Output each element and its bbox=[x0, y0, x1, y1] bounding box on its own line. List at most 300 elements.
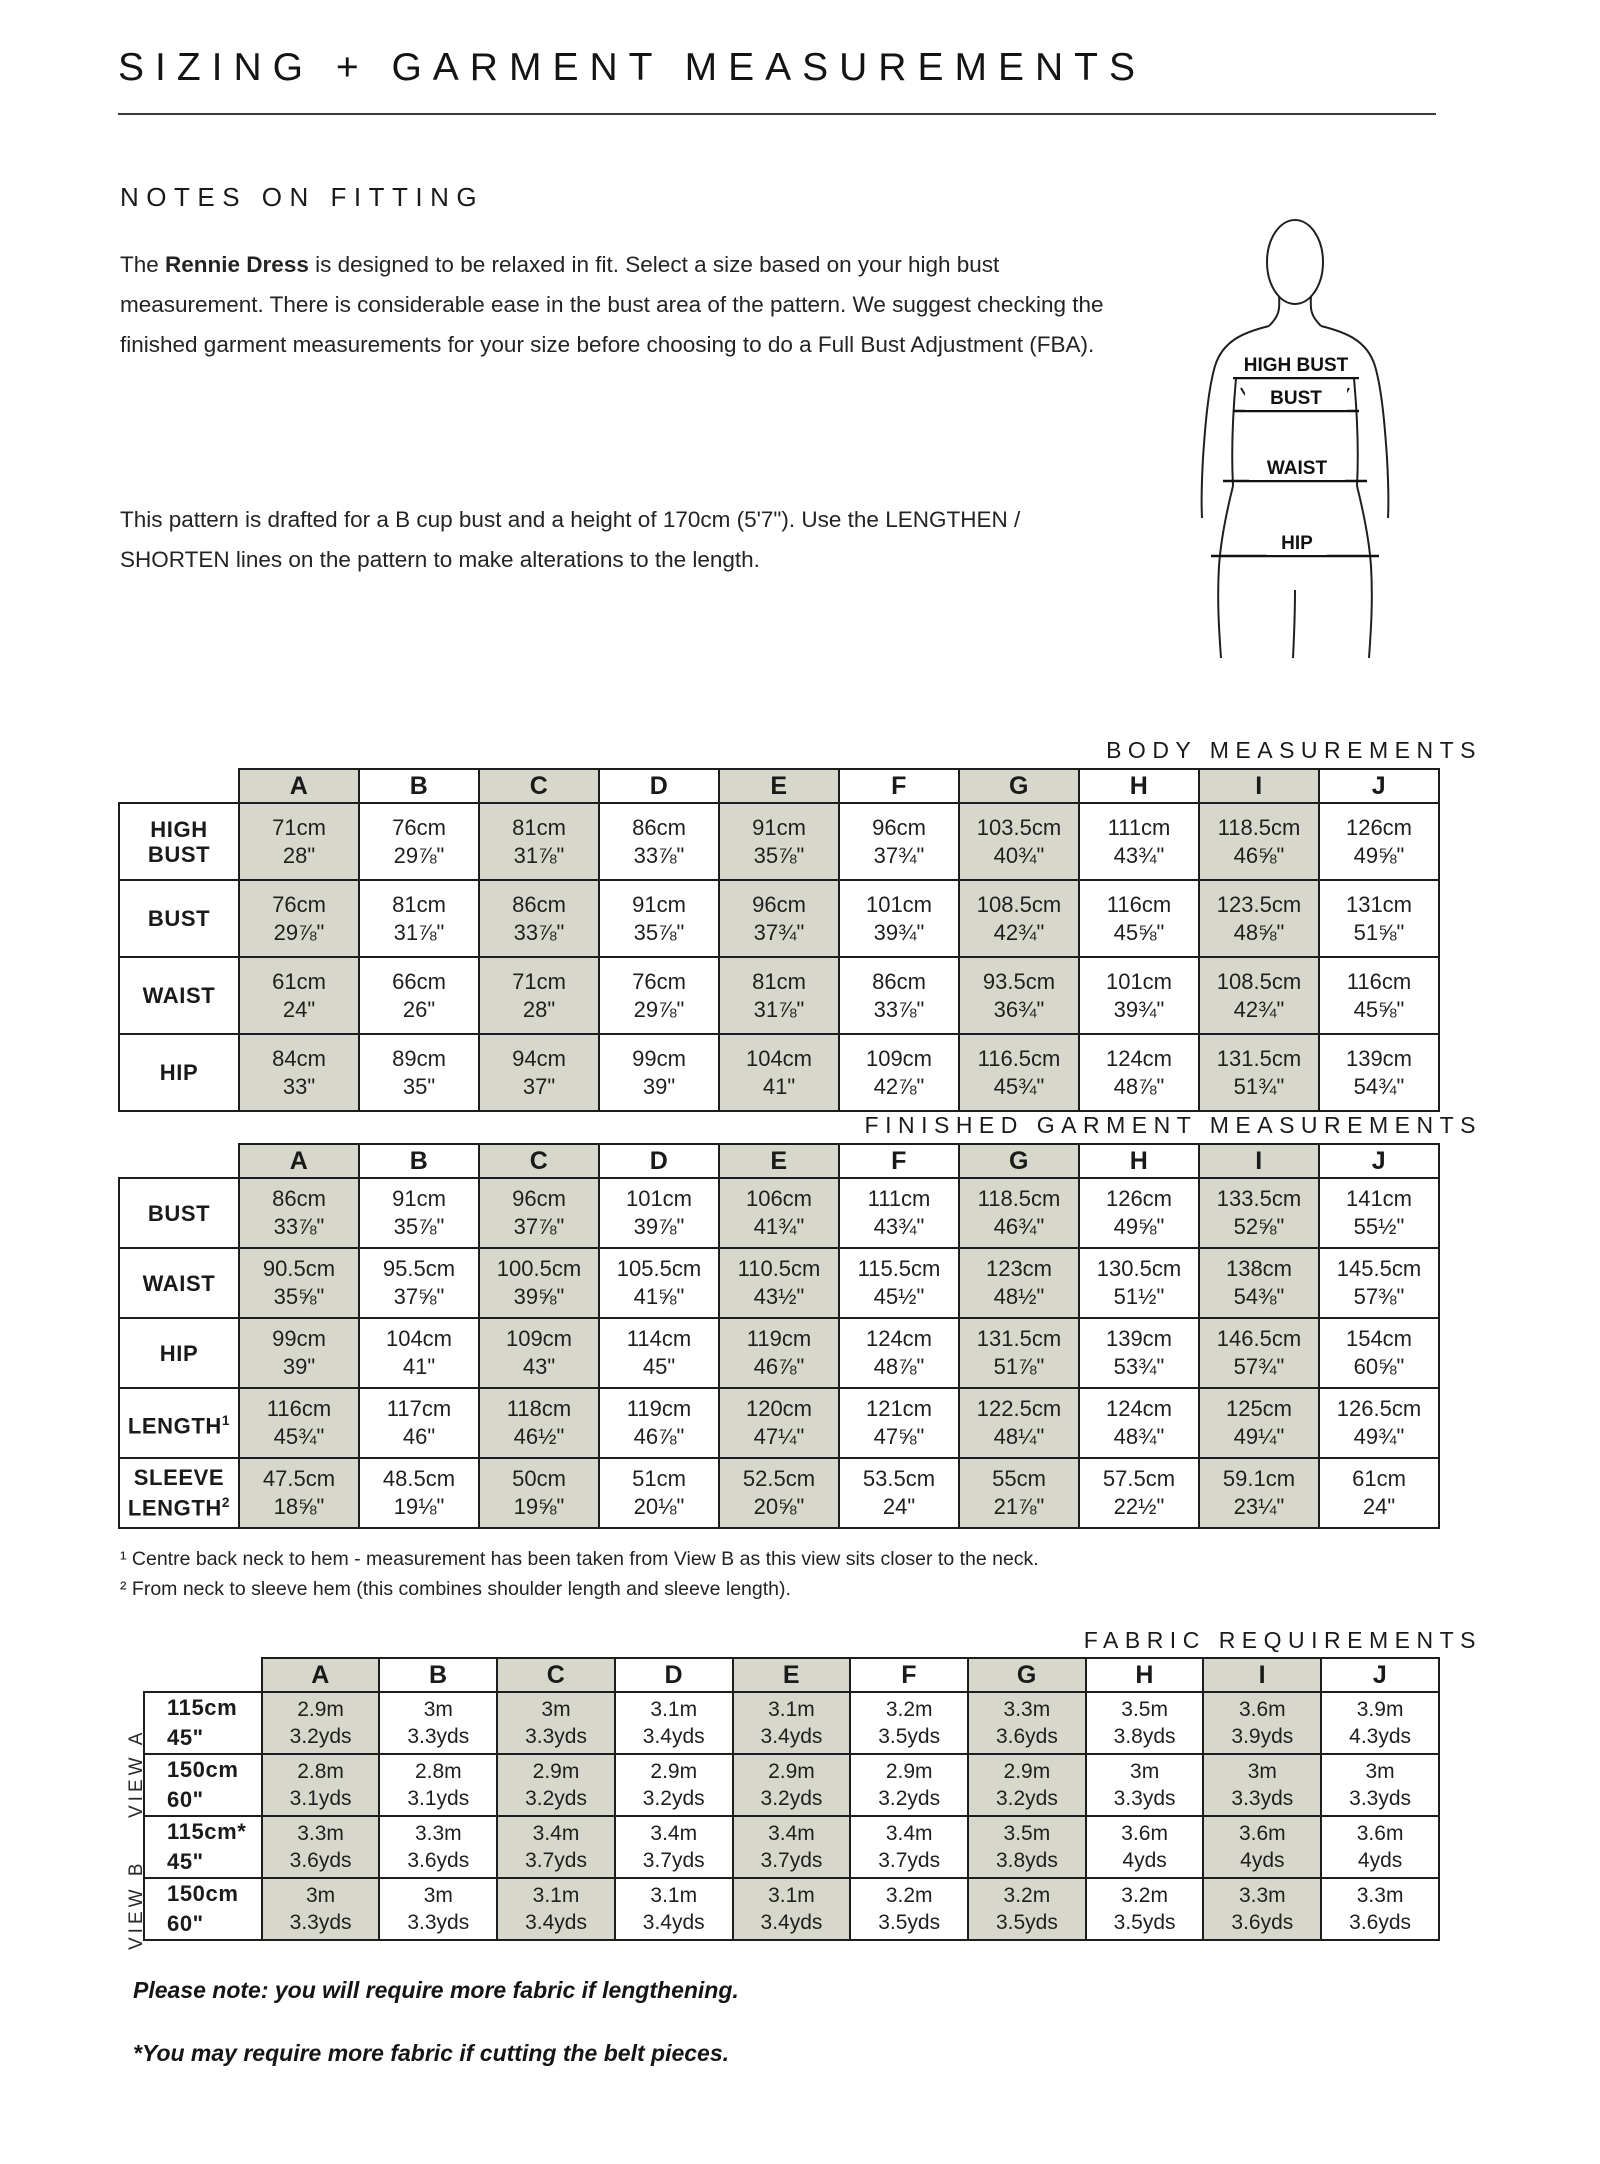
value-primary: 91cm bbox=[632, 891, 686, 917]
measurement-cell bbox=[1199, 803, 1319, 880]
body-table-body bbox=[119, 803, 1439, 1111]
value-primary: 2.8m bbox=[297, 1760, 344, 1783]
title-divider bbox=[118, 113, 1436, 115]
value-secondary: 3.4yds bbox=[642, 1911, 705, 1934]
value-primary: 86cm bbox=[872, 968, 926, 994]
table-row bbox=[119, 1178, 1439, 1248]
measurement-cell bbox=[1319, 1248, 1439, 1318]
title-block bbox=[118, 48, 1436, 115]
value-primary: 3m bbox=[423, 1698, 453, 1721]
size-column-header-i: I bbox=[1199, 1144, 1319, 1178]
value-primary: 111cm bbox=[1107, 814, 1171, 840]
value-secondary: 37¾" bbox=[873, 842, 925, 868]
value-secondary: 3.5yds bbox=[1113, 1911, 1176, 1934]
table-row bbox=[119, 880, 1439, 957]
measurement-cell bbox=[1199, 1388, 1319, 1458]
value-secondary: 46⅝" bbox=[1233, 842, 1285, 868]
value-primary: 154cm bbox=[1345, 1326, 1413, 1351]
page-title: SIZING + GARMENT MEASUREMENTS bbox=[118, 46, 1146, 89]
value-primary: 3.4m bbox=[532, 1822, 580, 1845]
size-column-header-d: D bbox=[599, 1144, 719, 1178]
body-measurements-table bbox=[118, 768, 1440, 1112]
measurement-cell bbox=[497, 1878, 615, 1940]
value-primary: 114cm bbox=[626, 1326, 692, 1351]
size-column-header-d: D bbox=[599, 769, 719, 803]
value-primary: 91cm bbox=[392, 1186, 446, 1211]
value-secondary: 24" bbox=[882, 1494, 916, 1519]
measurement-cell bbox=[599, 1388, 719, 1458]
table-corner bbox=[119, 769, 239, 803]
value-primary: 47.5cm bbox=[262, 1466, 336, 1491]
value-primary: 3.3m bbox=[1003, 1698, 1051, 1721]
measurement-cell bbox=[839, 1248, 959, 1318]
measurement-cell bbox=[262, 1878, 380, 1940]
row-label bbox=[144, 1754, 262, 1816]
measurement-cell bbox=[719, 880, 839, 957]
value-primary: 3m bbox=[423, 1884, 453, 1907]
value-primary: 118cm bbox=[506, 1396, 572, 1421]
measurement-cell bbox=[959, 803, 1079, 880]
value-secondary: 3.3yds bbox=[1113, 1787, 1176, 1810]
measurement-cell bbox=[968, 1754, 1086, 1816]
value-primary: 3.6m bbox=[1238, 1698, 1286, 1721]
value-secondary: 3.9yds bbox=[1231, 1725, 1294, 1748]
value-secondary: 28" bbox=[522, 996, 556, 1022]
fabric-width-cm: 115cm* bbox=[167, 1819, 247, 1844]
value-secondary: 51⅞" bbox=[993, 1354, 1045, 1379]
measurement-cell bbox=[599, 1458, 719, 1528]
value-secondary: 45¾" bbox=[993, 1073, 1045, 1099]
value-secondary: 31⅞" bbox=[393, 919, 445, 945]
size-column-header-a: A bbox=[239, 1144, 359, 1178]
value-primary: 109cm bbox=[505, 1326, 573, 1351]
measurement-cell bbox=[479, 1388, 599, 1458]
value-primary: 108.5cm bbox=[976, 891, 1062, 917]
measurement-cell bbox=[479, 803, 599, 880]
table-row bbox=[119, 957, 1439, 1034]
value-primary: 131cm bbox=[1345, 891, 1413, 917]
measurement-cell bbox=[239, 1248, 359, 1318]
value-primary: 126cm bbox=[1105, 1186, 1173, 1211]
value-primary: 2.9m bbox=[650, 1760, 698, 1783]
value-primary: 86cm bbox=[632, 814, 686, 840]
value-primary: 146.5cm bbox=[1216, 1326, 1302, 1351]
value-secondary: 3.2yds bbox=[760, 1787, 823, 1810]
table-row bbox=[119, 1388, 1439, 1458]
value-primary: 81cm bbox=[752, 968, 806, 994]
size-column-header-b: B bbox=[379, 1658, 497, 1692]
value-secondary: 3.7yds bbox=[525, 1849, 587, 1872]
measurement-cell bbox=[359, 1178, 479, 1248]
value-secondary: 3.3yds bbox=[407, 1911, 470, 1934]
row-label: SLEEVE LENGTH$^2$ bbox=[119, 1458, 239, 1528]
fabric-requirements-heading: FABRIC REQUIREMENTS bbox=[1083, 1627, 1482, 1653]
table-row bbox=[119, 1318, 1439, 1388]
measurement-cell bbox=[1079, 1034, 1199, 1111]
table-corner bbox=[144, 1658, 262, 1692]
value-secondary: 39¾" bbox=[873, 919, 925, 945]
value-primary: 2.9m bbox=[768, 1760, 815, 1783]
measurement-cell bbox=[599, 880, 719, 957]
measurement-cell bbox=[379, 1754, 497, 1816]
value-primary: 3.1m bbox=[768, 1698, 815, 1721]
value-secondary: 57¾" bbox=[1233, 1354, 1285, 1379]
measurement-cell bbox=[379, 1816, 497, 1878]
row-label: BUST bbox=[119, 880, 239, 957]
value-secondary: 4yds bbox=[1240, 1849, 1285, 1872]
value-secondary: 3.6yds bbox=[995, 1725, 1058, 1748]
value-primary: 3.3m bbox=[414, 1822, 462, 1845]
value-secondary: 48⅞" bbox=[873, 1354, 925, 1379]
value-secondary: 49¾" bbox=[1353, 1424, 1405, 1449]
value-primary: 105.5cm bbox=[616, 1256, 702, 1281]
value-secondary: 39" bbox=[642, 1073, 676, 1099]
size-column-header-e: E bbox=[733, 1658, 851, 1692]
value-secondary: 48¾" bbox=[1113, 1424, 1165, 1449]
value-primary: 96cm bbox=[872, 814, 926, 840]
table-row bbox=[119, 1248, 1439, 1318]
value-secondary: 3.2yds bbox=[642, 1787, 705, 1810]
measurement-cell bbox=[479, 1034, 599, 1111]
measurement-cell bbox=[359, 1318, 479, 1388]
value-primary: 3m bbox=[1247, 1760, 1277, 1783]
measurement-cell bbox=[1203, 1754, 1321, 1816]
value-primary: 55cm bbox=[992, 1466, 1046, 1491]
value-secondary: 51½" bbox=[1113, 1284, 1165, 1309]
measurement-cell bbox=[959, 880, 1079, 957]
measurement-cell bbox=[379, 1692, 497, 1754]
measurement-cell bbox=[599, 1178, 719, 1248]
measurement-cell bbox=[733, 1692, 851, 1754]
value-primary: 101cm bbox=[1105, 968, 1173, 994]
measurement-cell bbox=[497, 1816, 615, 1878]
value-primary: 3.5m bbox=[1003, 1822, 1051, 1845]
table-header-row bbox=[144, 1658, 1439, 1692]
size-column-header-h: H bbox=[1079, 769, 1199, 803]
value-primary: 110.5cm bbox=[737, 1256, 821, 1281]
measurement-cell bbox=[359, 803, 479, 880]
value-secondary: 3.5yds bbox=[995, 1911, 1058, 1934]
value-secondary: 41⅝" bbox=[633, 1284, 685, 1309]
fabric-requirements-table bbox=[143, 1657, 1440, 1941]
measurement-cell bbox=[1086, 1878, 1204, 1940]
table-row bbox=[119, 803, 1439, 880]
fabric-note-lengthening: Please note: you will require more fabric if lengthening. bbox=[133, 1977, 739, 2003]
value-secondary: 4yds bbox=[1122, 1849, 1167, 1872]
table-row bbox=[144, 1692, 1439, 1754]
value-primary: 51cm bbox=[632, 1466, 686, 1491]
measurement-cell bbox=[599, 957, 719, 1034]
value-secondary: 19⅝" bbox=[513, 1494, 565, 1519]
measurement-cell bbox=[1199, 1458, 1319, 1528]
value-primary: 93.5cm bbox=[982, 968, 1056, 994]
value-primary: 145.5cm bbox=[1336, 1256, 1422, 1281]
value-secondary: 36¾" bbox=[993, 996, 1045, 1022]
value-secondary: 3.6yds bbox=[1231, 1911, 1294, 1934]
value-secondary: 43½" bbox=[753, 1284, 805, 1309]
value-primary: 3.4m bbox=[885, 1822, 933, 1845]
size-column-header-g: G bbox=[959, 1144, 1079, 1178]
value-secondary: 3.2yds bbox=[289, 1725, 352, 1748]
value-secondary: 51⅝" bbox=[1353, 919, 1405, 945]
value-primary: 124cm bbox=[1105, 1396, 1173, 1421]
measurement-cell bbox=[959, 1178, 1079, 1248]
measurement-cell bbox=[262, 1816, 380, 1878]
value-secondary: 46½" bbox=[513, 1424, 565, 1449]
value-secondary: 33⅞" bbox=[273, 1214, 325, 1239]
measurement-cell bbox=[839, 1178, 959, 1248]
value-secondary: 37⅝" bbox=[393, 1284, 445, 1309]
value-secondary: 3.3yds bbox=[1349, 1787, 1412, 1810]
measurement-cell bbox=[479, 880, 599, 957]
value-secondary: 51¾" bbox=[1233, 1073, 1285, 1099]
finished-garment-table bbox=[118, 1143, 1440, 1529]
value-primary: 3.1m bbox=[650, 1698, 698, 1721]
value-secondary: 48⅝" bbox=[1233, 919, 1285, 945]
measurement-cell bbox=[959, 1318, 1079, 1388]
value-secondary: 3.3yds bbox=[289, 1911, 352, 1934]
value-secondary: 49⅝" bbox=[1353, 842, 1405, 868]
measurement-cell bbox=[719, 1178, 839, 1248]
row-label: BUST bbox=[119, 1178, 239, 1248]
measurement-cell bbox=[1321, 1754, 1439, 1816]
measurement-cell bbox=[839, 803, 959, 880]
value-primary: 119cm bbox=[626, 1396, 692, 1421]
value-primary: 89cm bbox=[392, 1045, 446, 1071]
row-label: LENGTH$^1$ bbox=[119, 1388, 239, 1458]
measurement-cell bbox=[497, 1754, 615, 1816]
value-secondary: 48¼" bbox=[993, 1424, 1045, 1449]
value-primary: 76cm bbox=[272, 891, 326, 917]
fabric-width-in: 60" bbox=[167, 1787, 204, 1812]
measurement-cell bbox=[1079, 1178, 1199, 1248]
row-label: HIP bbox=[119, 1318, 239, 1388]
finished-garment-heading: FINISHED GARMENT MEASUREMENTS bbox=[864, 1112, 1482, 1138]
value-secondary: 39⅞" bbox=[633, 1214, 685, 1239]
value-primary: 3.6m bbox=[1121, 1822, 1168, 1845]
fabric-width-cm: 150cm bbox=[167, 1881, 239, 1906]
measurement-cell bbox=[839, 1388, 959, 1458]
value-secondary: 3.7yds bbox=[642, 1849, 705, 1872]
value-primary: 3m bbox=[305, 1884, 336, 1907]
value-primary: 120cm bbox=[745, 1396, 813, 1421]
notes-heading: NOTES ON FITTING bbox=[120, 182, 485, 212]
value-secondary: 31⅞" bbox=[753, 996, 805, 1022]
value-primary: 131.5cm bbox=[1216, 1045, 1302, 1071]
value-primary: 81cm bbox=[512, 814, 566, 840]
value-secondary: 39" bbox=[282, 1354, 316, 1379]
measurement-cell bbox=[1086, 1692, 1204, 1754]
fabric-note-belt: *You may require more fabric if cutting the belt pieces. bbox=[133, 2040, 730, 2066]
value-primary: 118.5cm bbox=[1217, 814, 1301, 840]
value-secondary: 43" bbox=[522, 1354, 556, 1379]
row-label: WAIST bbox=[119, 957, 239, 1034]
value-secondary: 41¾" bbox=[753, 1214, 805, 1239]
measurement-cell bbox=[1319, 1034, 1439, 1111]
value-primary: 138cm bbox=[1225, 1256, 1293, 1281]
measurement-cell bbox=[719, 957, 839, 1034]
measurement-cell bbox=[719, 803, 839, 880]
value-primary: 139cm bbox=[1105, 1326, 1173, 1351]
table-row bbox=[144, 1878, 1439, 1940]
measurement-cell bbox=[733, 1816, 851, 1878]
value-primary: 100.5cm bbox=[496, 1256, 582, 1281]
measurement-cell bbox=[1079, 1248, 1199, 1318]
value-primary: 91cm bbox=[752, 814, 806, 840]
value-primary: 104cm bbox=[745, 1045, 813, 1071]
value-secondary: 3.6yds bbox=[289, 1849, 352, 1872]
value-secondary: 46⅞" bbox=[633, 1424, 685, 1449]
measurement-cell bbox=[1079, 957, 1199, 1034]
row-label: HIGH BUST bbox=[119, 803, 239, 880]
value-primary: 3.9m bbox=[1356, 1698, 1404, 1721]
value-primary: 81cm bbox=[392, 891, 446, 917]
value-secondary: 46" bbox=[402, 1424, 436, 1449]
size-column-header-c: C bbox=[479, 769, 599, 803]
value-secondary: 48⅞" bbox=[1113, 1073, 1165, 1099]
measurement-cell bbox=[599, 1248, 719, 1318]
measurement-cell bbox=[1086, 1816, 1204, 1878]
value-secondary: 49¼" bbox=[1233, 1424, 1285, 1449]
measurement-cell bbox=[359, 1248, 479, 1318]
value-secondary: 48½" bbox=[993, 1284, 1045, 1309]
value-primary: 124cm bbox=[865, 1326, 933, 1351]
table-row bbox=[119, 1034, 1439, 1111]
view-a-label: VIEW A bbox=[126, 1728, 147, 1818]
size-column-header-f: F bbox=[850, 1658, 968, 1692]
size-column-header-j: J bbox=[1319, 769, 1439, 803]
value-primary: 115.5cm bbox=[857, 1256, 941, 1281]
value-secondary: 37¾" bbox=[753, 919, 805, 945]
value-primary: 116cm bbox=[1106, 891, 1172, 917]
row-label bbox=[144, 1692, 262, 1754]
size-column-header-b: B bbox=[359, 769, 479, 803]
measurement-cell bbox=[839, 880, 959, 957]
size-column-header-c: C bbox=[497, 1658, 615, 1692]
measurement-cell bbox=[1203, 1816, 1321, 1878]
value-secondary: 43¾" bbox=[873, 1214, 925, 1239]
measurement-cell bbox=[1319, 1318, 1439, 1388]
value-secondary: 35⅝" bbox=[273, 1284, 325, 1309]
measurement-cell bbox=[599, 1318, 719, 1388]
value-primary: 125cm bbox=[1225, 1396, 1293, 1421]
fabric-width-cm: 115cm bbox=[167, 1695, 238, 1720]
value-secondary: 3.7yds bbox=[878, 1849, 941, 1872]
value-secondary: 35⅞" bbox=[753, 842, 805, 868]
measurement-cell bbox=[850, 1816, 968, 1878]
footnote-marker: 2 bbox=[221, 1495, 231, 1511]
measurement-cell bbox=[1199, 957, 1319, 1034]
size-column-header-i: I bbox=[1203, 1658, 1321, 1692]
measurement-cell bbox=[359, 880, 479, 957]
value-primary: 130.5cm bbox=[1096, 1256, 1182, 1281]
value-secondary: 3.3yds bbox=[407, 1725, 470, 1748]
value-secondary: 3.2yds bbox=[878, 1787, 941, 1810]
value-primary: 94cm bbox=[512, 1045, 566, 1071]
measurement-cell bbox=[239, 803, 359, 880]
measurement-cell bbox=[850, 1692, 968, 1754]
measurement-cell bbox=[1203, 1692, 1321, 1754]
measurement-cell bbox=[1199, 880, 1319, 957]
value-primary: 111cm bbox=[867, 1186, 931, 1211]
value-secondary: 33" bbox=[282, 1073, 316, 1099]
value-secondary: 20⅛" bbox=[633, 1494, 685, 1519]
value-primary: 139cm bbox=[1345, 1045, 1413, 1071]
measurement-cell bbox=[959, 1248, 1079, 1318]
figure-label-bust: BUST bbox=[1270, 388, 1322, 409]
value-primary: 3.5m bbox=[1121, 1698, 1168, 1721]
value-secondary: 31⅞" bbox=[513, 842, 565, 868]
value-secondary: 45⅝" bbox=[1113, 919, 1165, 945]
size-column-header-c: C bbox=[479, 1144, 599, 1178]
value-secondary: 46¾" bbox=[993, 1214, 1045, 1239]
value-primary: 3.2m bbox=[1003, 1884, 1051, 1907]
value-secondary: 37" bbox=[522, 1073, 556, 1099]
size-column-header-b: B bbox=[359, 1144, 479, 1178]
value-primary: 124cm bbox=[1105, 1045, 1173, 1071]
value-primary: 96cm bbox=[512, 1186, 566, 1211]
value-secondary: 54⅜" bbox=[1233, 1284, 1285, 1309]
value-secondary: 21⅞" bbox=[993, 1494, 1045, 1519]
footnote-1: ¹ Centre back neck to hem - measurement has been taken from View B as this view sits closer to the neck. bbox=[120, 1548, 1039, 1570]
measurement-cell bbox=[359, 1458, 479, 1528]
value-secondary: 29⅞" bbox=[273, 919, 325, 945]
value-secondary: 20⅝" bbox=[753, 1494, 805, 1519]
value-secondary: 45½" bbox=[873, 1284, 925, 1309]
value-primary: 3.3m bbox=[1356, 1884, 1404, 1907]
measurement-cell bbox=[1319, 1458, 1439, 1528]
value-primary: 3m bbox=[541, 1698, 571, 1721]
measurement-cell bbox=[615, 1878, 733, 1940]
footnote-2: ² From neck to sleeve hem (this combines shoulder length and sleeve length). bbox=[120, 1578, 791, 1600]
measurement-cell bbox=[615, 1692, 733, 1754]
fabric-table-body bbox=[144, 1692, 1439, 1940]
value-secondary: 28" bbox=[282, 842, 316, 868]
measurement-cell bbox=[262, 1692, 380, 1754]
size-column-header-e: E bbox=[719, 769, 839, 803]
measurement-cell bbox=[959, 957, 1079, 1034]
figure-label-high-bust: HIGH BUST bbox=[1243, 355, 1349, 376]
value-secondary: 3.4yds bbox=[760, 1725, 823, 1748]
value-primary: 2.8m bbox=[414, 1760, 462, 1783]
value-secondary: 45⅝" bbox=[1353, 996, 1405, 1022]
value-secondary: 45¾" bbox=[273, 1424, 325, 1449]
size-column-header-d: D bbox=[615, 1658, 733, 1692]
value-primary: 76cm bbox=[392, 814, 446, 840]
value-primary: 123cm bbox=[985, 1256, 1053, 1281]
notes-paragraph-1 bbox=[120, 245, 1130, 365]
measurement-cell bbox=[479, 1178, 599, 1248]
value-primary: 3.4m bbox=[650, 1822, 698, 1845]
measurement-cell bbox=[839, 957, 959, 1034]
value-secondary: 39¾" bbox=[1113, 996, 1165, 1022]
measurement-cell bbox=[479, 1248, 599, 1318]
measurement-cell bbox=[1203, 1878, 1321, 1940]
value-secondary: 29⅞" bbox=[393, 842, 445, 868]
value-primary: 3.2m bbox=[885, 1698, 933, 1721]
value-secondary: 19⅛" bbox=[393, 1494, 445, 1519]
value-secondary: 33⅞" bbox=[513, 919, 565, 945]
measurement-cell bbox=[1319, 1178, 1439, 1248]
value-secondary: 3.4yds bbox=[760, 1911, 823, 1934]
row-label: HIP bbox=[119, 1034, 239, 1111]
value-primary: 3.3m bbox=[1238, 1884, 1286, 1907]
value-primary: 116cm bbox=[266, 1396, 332, 1421]
measurement-cell bbox=[733, 1754, 851, 1816]
value-primary: 2.9m bbox=[1003, 1760, 1051, 1783]
size-column-header-a: A bbox=[262, 1658, 380, 1692]
measurement-cell bbox=[719, 1318, 839, 1388]
